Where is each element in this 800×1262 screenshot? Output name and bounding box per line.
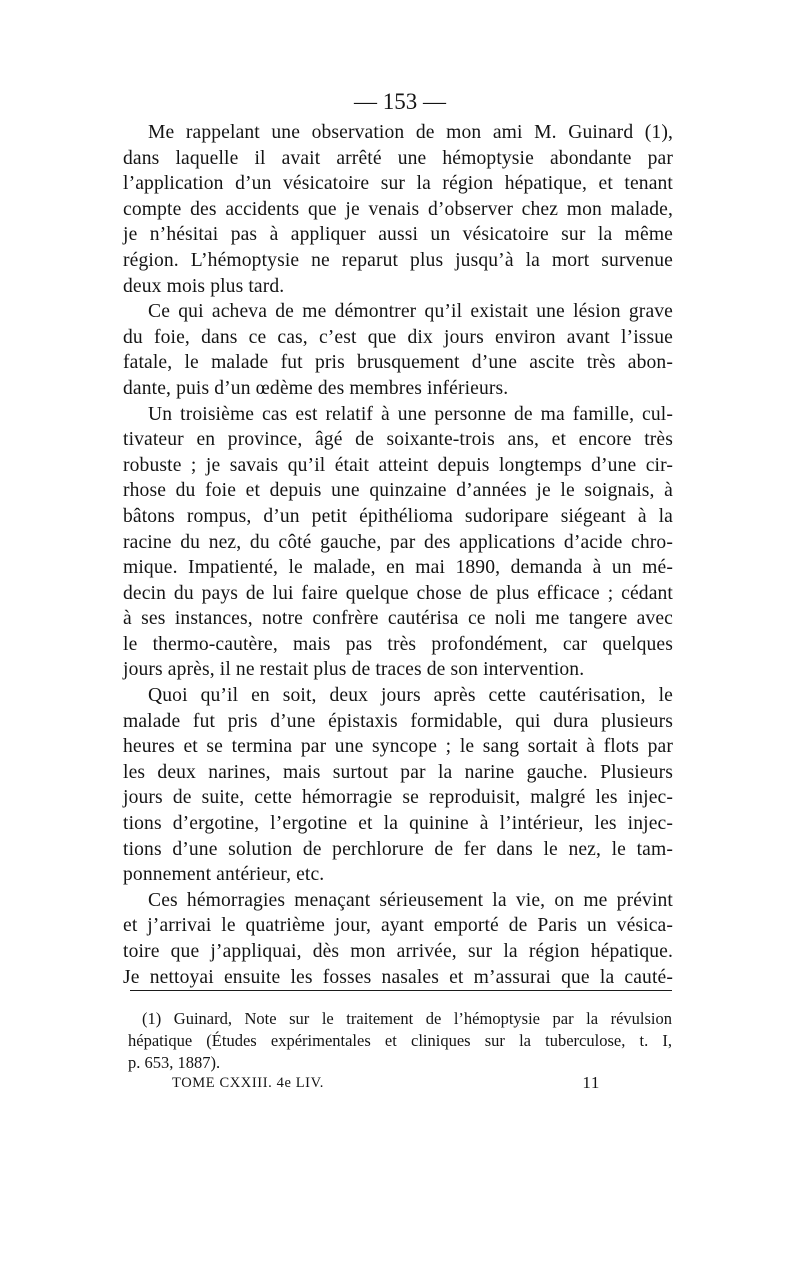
text-line: malade fut pris d’une épistaxis formidable, qui dura plusieurs: [123, 710, 673, 732]
text-line: tions d’ergotine, l’ergotine et la quinine à l’intérieur, les injec-: [123, 813, 673, 835]
text-line: robuste ; je savais qu’il était atteint depuis longtemps d’une cir-: [123, 454, 673, 476]
text-line: heures et se termina par une syncope ; le sang sortait à flots par: [123, 736, 673, 758]
text-line: mique. Impatienté, le malade, en mai 1890, demanda à un mé-: [123, 557, 673, 579]
text-line: du foie, dans ce cas, c’est que dix jours environ avant l’issue: [123, 326, 673, 348]
text-line: tions d’une solution de perchlorure de fer dans le nez, le tam-: [123, 838, 673, 860]
text-line: jours après, il ne restait plus de traces de son intervention.: [123, 659, 585, 681]
text-line: bâtons rompus, d’un petit épithélioma sudoripare siégeant à la: [123, 505, 673, 527]
text-line: ponnement antérieur, etc.: [123, 864, 325, 886]
text-line: région. L’hémoptysie ne reparut plus jusqu’à la mort survenue: [123, 249, 673, 271]
text-line: et j’arrivai le quatrième jour, ayant emporté de Paris un vésica-: [123, 915, 673, 937]
footnote-line: hépatique (Études expérimentales et cliniques sur la tuberculose, t. I,: [128, 1031, 672, 1050]
text-line: dante, puis d’un œdème des membres inférieurs.: [123, 377, 509, 399]
text-line: Me rappelant une observation de mon ami M. Guinard (1),: [148, 122, 673, 143]
printer-signature: [172, 1072, 600, 1094]
footnote-line: p. 653, 1887).: [128, 1053, 221, 1072]
text-line: Quoi qu’il en soit, deux jours après cette cautérisation, le: [148, 685, 673, 707]
page-number: — 153 —: [354, 89, 446, 114]
text-line: l’application d’un vésicatoire sur la région hépatique, et tenant: [123, 173, 673, 195]
text-line: rhose du foie et depuis une quinzaine d’années je le soignais, à: [123, 480, 673, 502]
text-line: jours de suite, cette hémorragie se reproduisit, malgré les injec-: [123, 787, 673, 809]
text-line: fatale, le malade fut pris brusquement d’une ascite très abon-: [123, 352, 673, 374]
text-line: tivateur en province, âgé de soixante-trois ans, et encore très: [123, 429, 673, 451]
signature-volume: TOME CXXIII. 4e LIV.: [172, 1075, 325, 1091]
text-line: Un troisième cas est relatif à une personne de ma famille, cul-: [148, 403, 673, 425]
body-text: [123, 120, 673, 990]
text-line: compte des accidents que je venais d’observer chez mon malade,: [123, 198, 673, 220]
text-line: toire que j’appliquai, dès mon arrivée, sur la région hépatique.: [123, 941, 673, 962]
text-line: Ce qui acheva de me démontrer qu’il existait une lésion grave: [148, 301, 673, 323]
text-line: je n’hésitai pas à appliquer aussi un vésicatoire sur la même: [123, 224, 673, 246]
text-line: racine du nez, du côté gauche, par des applications d’acide chro-: [123, 531, 673, 553]
footnote-rule: [130, 990, 672, 991]
text-line: decin du pays de lui faire quelque chose de plus efficace ; cédant: [123, 582, 673, 604]
footnote: [128, 1008, 672, 1074]
text-line: le thermo-cautère, mais pas très profondément, car quelques: [123, 633, 673, 655]
text-line: à ses instances, notre confrère cautérisa ce noli me tangere avec: [123, 608, 673, 630]
text-line: deux mois plus tard.: [123, 275, 285, 297]
text-line: Je nettoyai ensuite les fosses nasales et m’assurai que la cauté-: [123, 966, 673, 988]
text-line: dans laquelle il avait arrêté une hémoptysie abondante par: [123, 147, 673, 169]
text-line: les deux narines, mais surtout par la narine gauche. Plusieurs: [123, 761, 673, 783]
signature-sheet-number: 11: [582, 1073, 600, 1092]
text-line: Ces hémorragies menaçant sérieusement la vie, on me prévint: [148, 889, 673, 911]
footnote-line: (1) Guinard, Note sur le traitement de l’hémoptysie par la révulsion: [142, 1009, 672, 1028]
